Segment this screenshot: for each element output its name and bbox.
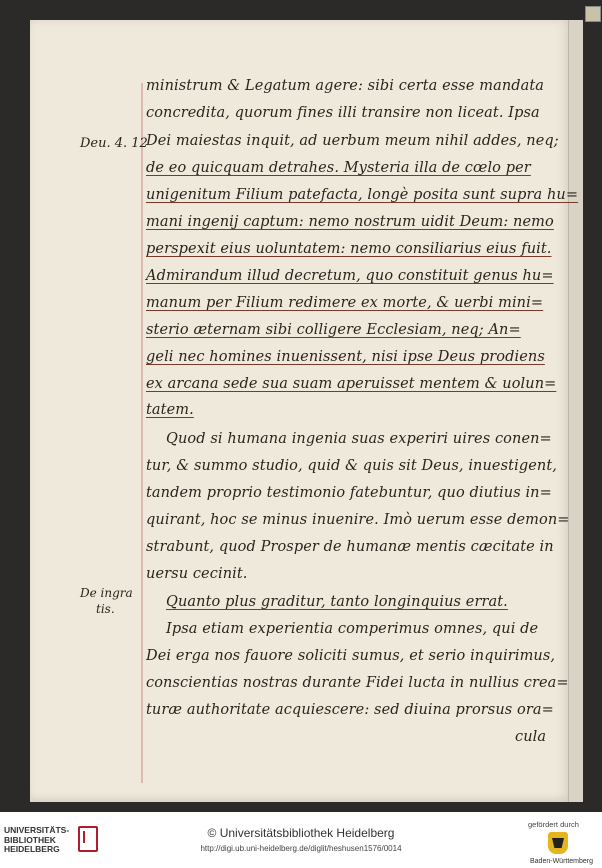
margin-note-de-ingratis-2: tis. [96,602,115,616]
library-name-line-2: BIBLIOTHEK [4,834,56,845]
text-line-7: perspexit eius uoluntatem: nemo consiliarius eius fuit. [146,241,552,257]
text-line-9: manum per Filium redimere ex morte, & uerbi mini= [146,295,544,311]
text-line-8: Admirandum illud decretum, quo constituit genus hu= [146,268,554,284]
text-line-17: quirant, hoc se minus inuenire. Imò uerum esse demon= [146,512,570,528]
margin-note-de-ingratis-1: De ingra [80,586,133,600]
library-name-line-1: UNIVERSITÄTS- [4,825,70,835]
color-calibration-chip [585,6,601,22]
coat-of-arms-icon [548,832,568,854]
text-line-2: concredita, quorum fines illi transire non liceat. Ipsa [146,105,540,121]
copyright-title: © Universitätsbibliothek Heidelberg [207,826,395,840]
text-line-5: unigenitum Filium patefacta, longè posita sunt supra hu= [146,187,579,203]
funder-name: Baden-Württemberg [530,858,594,865]
text-line-23: conscientias nostras durante Fidei lucta in nullius crea= [146,675,569,691]
text-line-13: tatem. [146,402,194,418]
text-line-15: tur, & summo studio, quid & quis sit Deus, inuestigent, [146,458,557,474]
text-line-18: strabunt, quod Prosper de humanæ mentis cæcitate in [146,539,554,555]
text-line-20-verse: Quanto plus graditur, tanto longinquius errat. [166,594,508,610]
text-line-24: turæ authoritate acquiescere: sed diuina prorsus ora= [146,702,554,718]
text-line-11: geli nec homines inuenissent, nisi ipse Deus prodiens [146,349,545,365]
library-name-line-3: HEIDELBERG [4,844,60,854]
page-edge [568,20,583,802]
text-line-6: mani ingenij captum: nemo nostrum uidit Deum: nemo [146,214,554,230]
margin-note-deuteronomy: Deu. 4. 12 [80,136,148,151]
text-line-19: uersu cecinit. [146,566,248,582]
catchword: cula [515,729,547,745]
source-url-link[interactable]: http://digi.ub.uni-heidelberg.de/diglit/heshusen1576/0014 [200,844,402,853]
text-line-14: Quod si humana ingenia suas experiri uires conen= [166,431,552,447]
text-line-1: ministrum & Legatum agere: sibi certa esse mandata [146,78,545,94]
text-line-22: Dei erga nos fauore soliciti sumus, et serio inquirimus, [146,648,556,664]
text-line-10: sterio æternam sibi colligere Ecclesiam, neq; An= [146,322,521,338]
text-line-21: Ipsa etiam experientia comperimus omnes, qui de [166,621,539,637]
text-line-3: Dei maiestas inquit, ad uerbum meum nihil addes, neq; [146,133,559,149]
text-line-16: tandem proprio testimonio fatebuntur, quo diutius in= [146,485,552,501]
text-line-12: ex arcana sede sua suam aperuisset mentem & uolun= [146,376,557,392]
margin-rule [141,83,143,783]
funded-by-label: gefördert durch [528,820,579,829]
text-line-4: de eo quicquam detrahes. Mysteria illa de cœlo per [146,160,531,176]
